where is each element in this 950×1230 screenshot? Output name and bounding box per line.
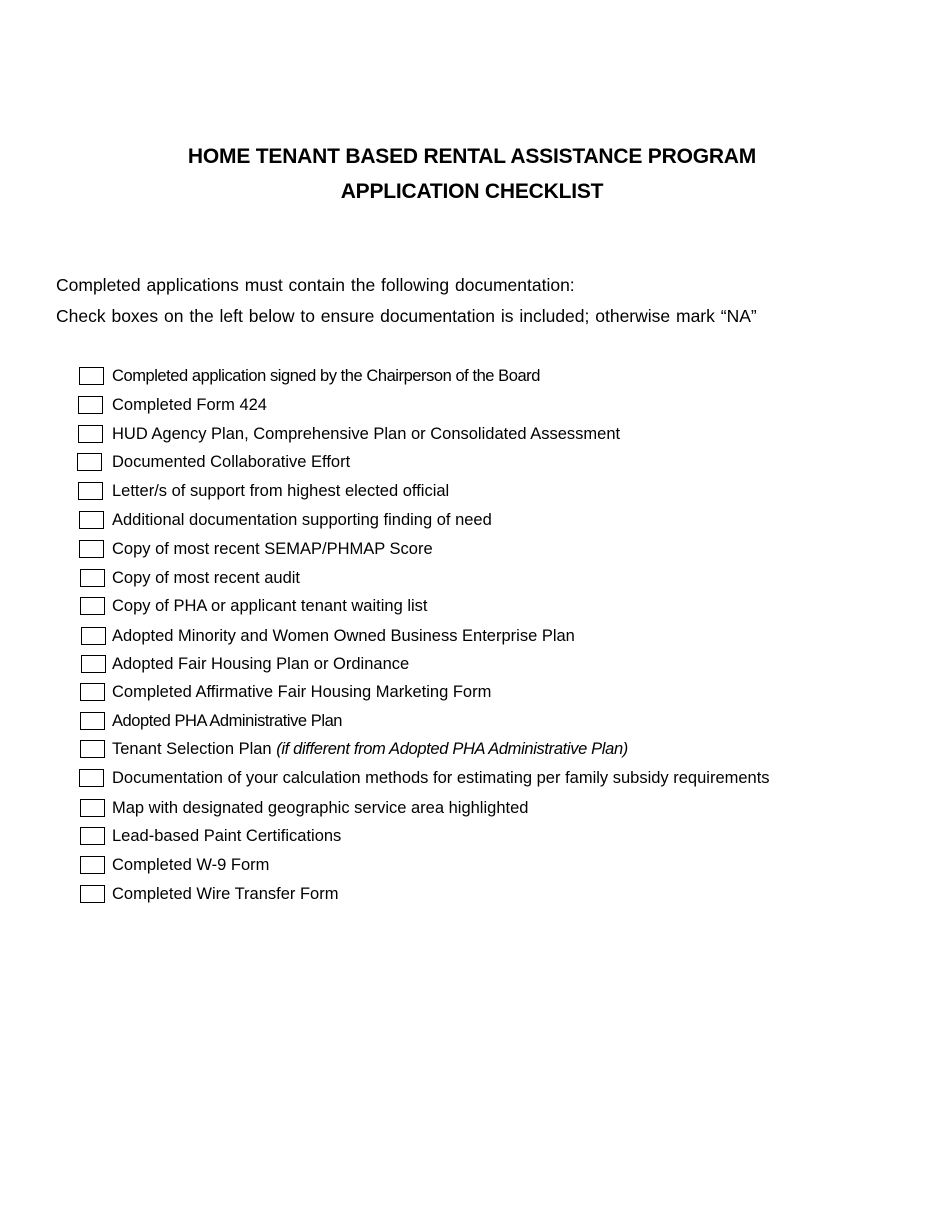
checklist-item-tenant-selection-plan (0, 739, 900, 761)
checklist-item-calculation-methods (0, 768, 900, 790)
checkbox[interactable] (78, 482, 103, 500)
checklist-item-label: Documented Collaborative Effort (112, 453, 351, 471)
checkbox[interactable] (80, 799, 105, 817)
checkbox[interactable] (80, 827, 105, 845)
intro-text-requirements: Completed applications must contain the following documentation: (56, 275, 575, 295)
checklist-item-waiting-list (0, 596, 900, 618)
checklist-item-label: Lead-based Paint Certifications (112, 827, 342, 845)
checklist-item-label (112, 739, 628, 759)
checkbox[interactable] (77, 453, 102, 471)
checklist-item-form-424 (0, 395, 900, 417)
checkbox[interactable] (81, 627, 106, 645)
checklist-item-label: Completed Wire Transfer Form (112, 885, 339, 903)
checklist-item-recent-audit (0, 568, 900, 590)
checklist-item-hud-agency-plan (0, 424, 900, 446)
checkbox[interactable] (79, 511, 104, 529)
checklist-item-label: Documentation of your calculation methods for estimating per family subsidy requirements (112, 769, 770, 787)
checklist-item-label: HUD Agency Plan, Comprehensive Plan or Consolidated Assessment (112, 425, 621, 443)
page-title-line-2: APPLICATION CHECKLIST (340, 180, 604, 203)
checklist-item-administrative-plan (0, 711, 900, 733)
checkbox[interactable] (80, 712, 105, 730)
checklist-item-label: Copy of most recent SEMAP/PHMAP Score (112, 540, 433, 558)
page-title-line-1: HOME TENANT BASED RENTAL ASSISTANCE PROGRAM (187, 145, 757, 168)
checklist-item-label: Map with designated geographic service area highlighted (112, 799, 529, 817)
checkbox[interactable] (80, 856, 105, 874)
checkbox[interactable] (78, 396, 103, 414)
checklist-item-label: Copy of most recent audit (112, 569, 301, 587)
checklist-item-mwbe-plan (0, 626, 900, 648)
checklist-item-letters-of-support (0, 481, 900, 503)
checklist-item-label: Copy of PHA or applicant tenant waiting list (112, 597, 428, 615)
checklist-item-label: Completed Affirmative Fair Housing Marketing Form (112, 683, 492, 701)
checklist-item-semap-score (0, 539, 900, 561)
checklist-item-label: Additional documentation supporting finding of need (112, 511, 492, 529)
checkbox[interactable] (79, 769, 104, 787)
checklist-item-label: Letter/s of support from highest elected official (112, 482, 450, 500)
checklist-item-w9-form (0, 855, 900, 877)
checklist-item-label: Completed Form 424 (112, 396, 267, 414)
checklist-item-wire-transfer-form (0, 884, 900, 906)
checklist-item-fair-housing-plan (0, 654, 900, 676)
checkbox[interactable] (79, 367, 104, 385)
checkbox[interactable] (78, 425, 103, 443)
checklist-item-label: Completed application signed by the Chairperson of the Board (112, 367, 540, 385)
checklist-item-application-signed (0, 366, 900, 388)
checkbox[interactable] (80, 569, 105, 587)
checkbox[interactable] (80, 597, 105, 615)
checklist-item-note: (if different from Adopted PHA Administrative Plan) (276, 740, 628, 758)
checklist-item-label: Adopted Minority and Women Owned Business Enterprise Plan (112, 627, 575, 645)
checklist-item-additional-documentation (0, 510, 900, 532)
checklist-item-label: Adopted PHA Administrative Plan (112, 712, 343, 730)
checkbox[interactable] (80, 885, 105, 903)
checkbox[interactable] (81, 655, 106, 673)
checklist-item-label: Completed W-9 Form (112, 856, 270, 874)
checklist-item-label-text: Tenant Selection Plan (112, 740, 277, 758)
checkbox[interactable] (80, 683, 105, 701)
checklist-item-label: Adopted Fair Housing Plan or Ordinance (112, 655, 410, 673)
checklist-item-lead-paint-certifications (0, 826, 900, 848)
checklist-item-collaborative-effort (0, 452, 900, 474)
checkbox[interactable] (80, 740, 105, 758)
checklist-item-marketing-form (0, 682, 900, 704)
checkbox[interactable] (79, 540, 104, 558)
checklist-item-service-area-map (0, 798, 900, 820)
intro-text-instructions: Check boxes on the left below to ensure documentation is included; otherwise mark “NA” (56, 306, 757, 326)
